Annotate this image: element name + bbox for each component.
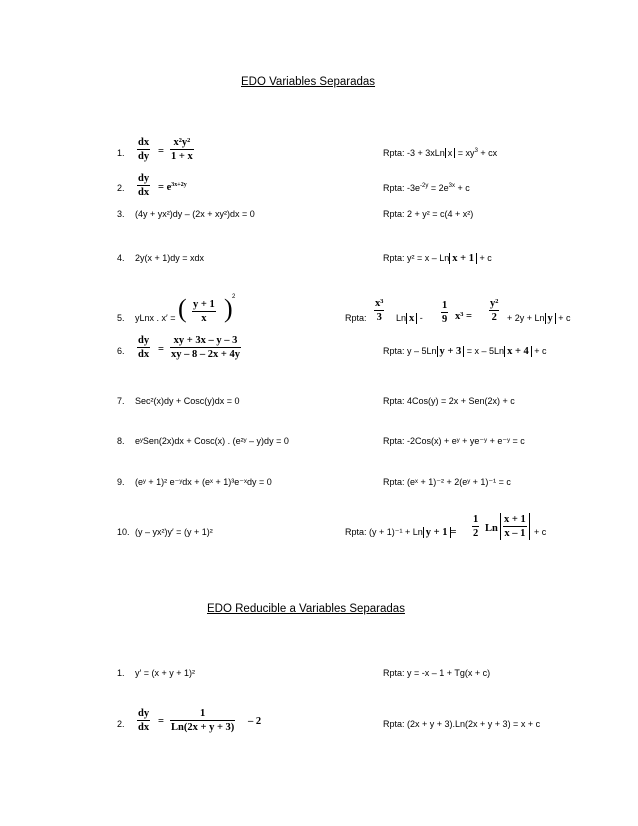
- minus-two: – 2: [248, 716, 262, 727]
- answer-text: + c: [477, 253, 492, 263]
- answer-label: Rpta:: [345, 313, 367, 323]
- answer-text: [507, 313, 571, 324]
- numerator: 1: [473, 514, 479, 525]
- numerator: xy + 3x – y – 3: [173, 335, 238, 346]
- ln-text: Ln: [485, 523, 498, 534]
- answer-text: = 2e: [428, 183, 449, 193]
- denominator: 2: [491, 312, 497, 323]
- denominator: 2: [473, 528, 479, 539]
- equals-sign: =: [158, 344, 164, 355]
- problem-number: 7.: [117, 396, 125, 406]
- problem-number: 10.: [117, 527, 130, 537]
- exponent: -2y: [420, 183, 429, 189]
- equals-sign: =: [450, 527, 457, 538]
- absolute-value: x: [445, 148, 456, 158]
- problem-number: 4.: [117, 253, 125, 263]
- answer-text: + c: [531, 346, 547, 356]
- problem-number: 1.: [117, 668, 125, 678]
- equals-e: = e: [158, 182, 172, 193]
- denominator: Ln(2x + y + 3): [171, 722, 235, 733]
- left-paren: (: [178, 294, 187, 323]
- exponential-rhs: [158, 182, 187, 193]
- fraction-1-9: [441, 299, 448, 326]
- fraction-dy-dx: [137, 334, 150, 361]
- exponent: 3x: [448, 183, 455, 189]
- answer-text: Rpta: y – 5Ln: [383, 346, 437, 356]
- answer: Rpta: 4Cos(y) = 2x + Sen(2x) + c: [383, 396, 515, 406]
- problem-number: 9.: [117, 477, 125, 487]
- numerator: dx: [138, 137, 150, 148]
- fraction-y1-x: [192, 298, 216, 325]
- answer: [383, 148, 497, 158]
- fraction-rhs: [170, 334, 241, 361]
- denominator: 9: [442, 314, 448, 325]
- absolute-value: y + 1: [423, 527, 451, 538]
- denominator: dx: [138, 349, 150, 360]
- denominator: xy – 8 – 2x + 4y: [171, 349, 240, 360]
- numerator: 1: [200, 708, 206, 719]
- denominator: x – 1: [504, 528, 526, 539]
- fraction-1-2: [472, 513, 479, 540]
- answer: Rpta: (2x + y + 3).Ln(2x + y + 3) = x + c: [383, 719, 541, 729]
- denominator: dx: [138, 187, 150, 198]
- absolute-value: x + 1: [449, 253, 477, 264]
- fraction-rhs: [170, 707, 235, 734]
- problem-number: 8.: [117, 436, 125, 446]
- numerator: x²y²: [173, 137, 191, 148]
- answer: Rpta: -2Cos(x) + eʸ + ye⁻ʸ + e⁻ʸ = c: [383, 436, 525, 446]
- denominator: dx: [138, 722, 150, 733]
- equation: 2y(x + 1)dy = xdx: [135, 253, 205, 263]
- exponent: 3: [474, 148, 478, 154]
- numerator: dy: [138, 335, 150, 346]
- fraction-rhs: [170, 136, 194, 163]
- answer-text: + c: [455, 183, 470, 193]
- absolute-value: y + 3: [437, 346, 465, 357]
- numerator: y + 1: [193, 299, 215, 310]
- answer: [383, 346, 547, 357]
- answer-text: [396, 313, 423, 324]
- answer-text: = xy: [455, 148, 475, 158]
- answer-tail: + 2y + Ln: [507, 313, 545, 323]
- equation: (4y + yx²)dy – (2x + xy²)dx = 0: [135, 209, 255, 219]
- fraction-dy-dx: [137, 707, 150, 734]
- equation-prefix: yLnx . x′ =: [135, 313, 176, 323]
- exponent: 2: [232, 294, 236, 300]
- equation: (y – yx²)y′ = (y + 1)²: [135, 527, 213, 537]
- numerator: 1: [442, 300, 448, 311]
- x3-equals: x³ =: [455, 311, 473, 322]
- absolute-value: x: [406, 313, 417, 324]
- equation: eʸSen(2x)dx + Cosc(x) . (e²ʸ – y)dy = 0: [135, 436, 289, 446]
- denominator: 3: [376, 312, 382, 323]
- equals-sign: =: [158, 716, 164, 727]
- ln-text: Ln: [396, 313, 407, 323]
- equation: Sec²(x)dy + Cosc(y)dx = 0: [135, 396, 240, 406]
- absolute-value: x + 4: [504, 346, 532, 357]
- answer-text: Rpta: -3e: [383, 183, 421, 193]
- denominator: 1 + x: [171, 151, 193, 162]
- equation: (eʸ + 1)² e⁻ʸdx + (eˣ + 1)³e⁻ˣdy = 0: [135, 477, 272, 487]
- problem-number: 3.: [117, 209, 125, 219]
- absolute-fraction: [500, 513, 530, 540]
- answer-text: Rpta: (y + 1)⁻¹ + Ln: [345, 527, 423, 537]
- fraction-y2-2: [489, 297, 499, 324]
- equals-sign: =: [158, 146, 164, 157]
- numerator: x³: [375, 298, 384, 309]
- answer: [383, 253, 492, 264]
- numerator: x + 1: [504, 514, 526, 525]
- answer-text: = x – 5Ln: [464, 346, 505, 356]
- problem-number: 5.: [117, 313, 125, 323]
- problem-number: 6.: [117, 346, 125, 356]
- absolute-value: y: [545, 313, 556, 324]
- answer-tail: + c: [555, 313, 571, 323]
- answer: [345, 527, 457, 538]
- problem-number: 2.: [117, 183, 125, 193]
- denominator: x: [201, 313, 207, 324]
- fraction-dx-dy: [137, 136, 150, 163]
- answer-tail: + c: [534, 527, 547, 537]
- answer-text: Rpta: y² = x – Ln: [383, 253, 450, 263]
- section-title-reducible: EDO Reducible a Variables Separadas: [207, 603, 405, 615]
- answer: Rpta: (eˣ + 1)⁻² + 2(eʸ + 1)⁻¹ = c: [383, 477, 511, 487]
- answer: Rpta: y = -x – 1 + Tg(x + c): [383, 668, 491, 678]
- answer: Rpta: 2 + y² = c(4 + x²): [383, 209, 474, 219]
- equation: y′ = (x + y + 1)²: [135, 668, 195, 678]
- fraction-x3-3: [374, 297, 384, 324]
- answer-text: Rpta: -3 + 3xLn: [383, 148, 445, 158]
- numerator: y²: [490, 298, 499, 309]
- section-title-variables-separadas: EDO Variables Separadas: [241, 76, 376, 88]
- exponent: 3x+2y: [171, 182, 187, 188]
- answer: [383, 183, 470, 193]
- right-paren: ): [224, 294, 233, 323]
- numerator: dy: [138, 708, 150, 719]
- minus-text: -: [417, 313, 423, 323]
- problem-number: 2.: [117, 719, 125, 729]
- answer-text: + cx: [477, 148, 498, 158]
- numerator: dy: [138, 173, 150, 184]
- problem-number: 1.: [117, 148, 125, 158]
- denominator: dy: [138, 151, 150, 162]
- fraction-dy-dx: [137, 172, 150, 199]
